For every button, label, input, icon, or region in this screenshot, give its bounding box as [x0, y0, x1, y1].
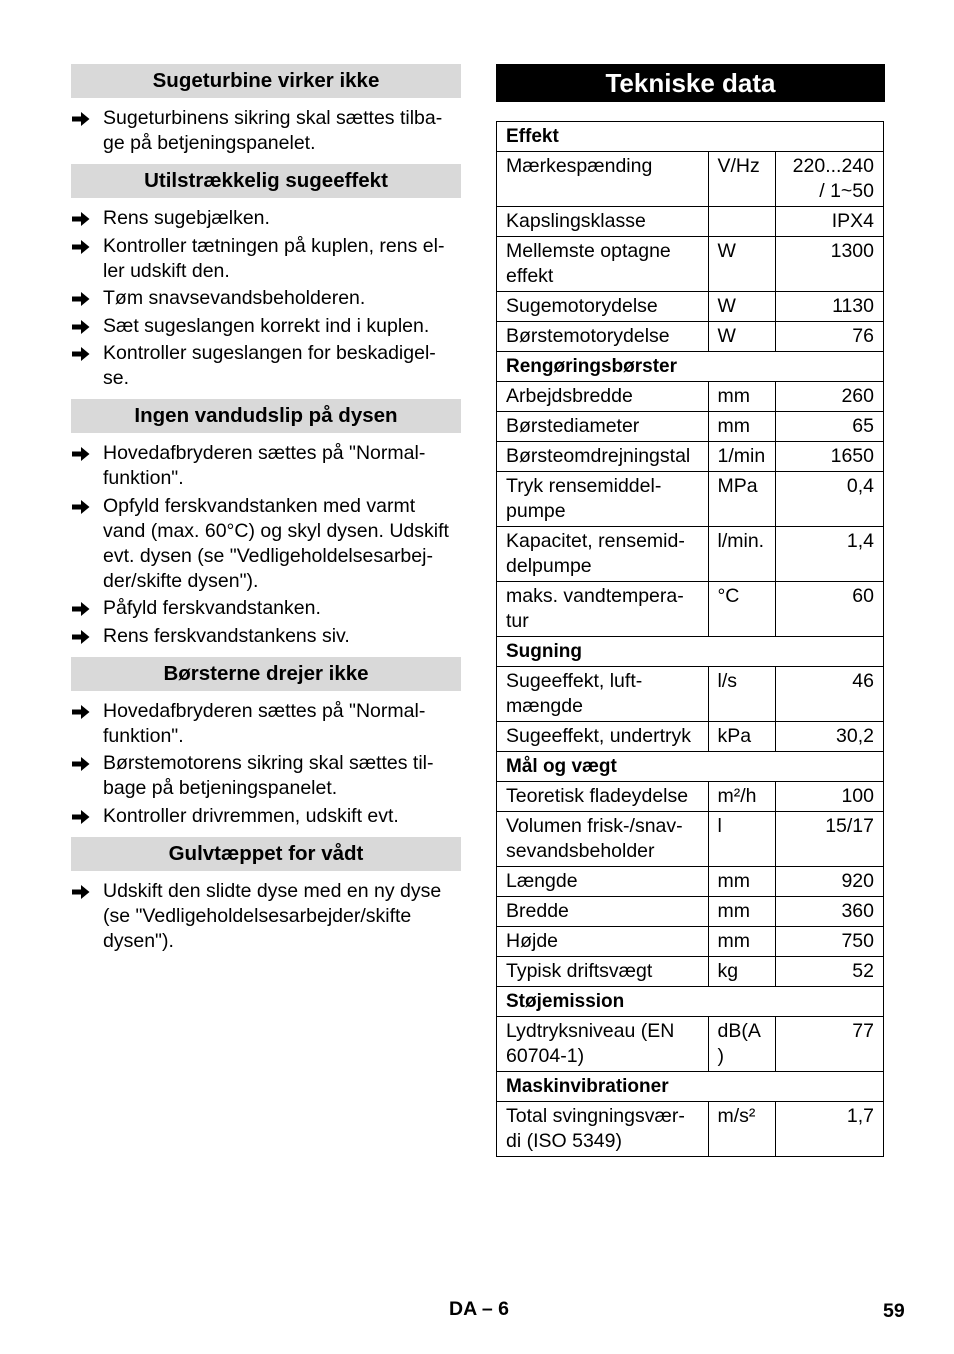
spec-group-title: Sugning: [497, 637, 884, 667]
spec-label: Højde: [497, 927, 709, 957]
spec-unit: W: [708, 292, 776, 322]
spec-row: [497, 957, 884, 987]
instruction-item: [71, 624, 461, 649]
spec-group-row: [497, 1072, 884, 1102]
spec-row: [497, 207, 884, 237]
spec-row: [497, 472, 884, 527]
instruction-text: Tøm snavsevandsbeholderen.: [103, 287, 366, 309]
arrow-right-icon: [72, 756, 90, 772]
spec-value: 1300: [776, 237, 884, 292]
spec-label: Arbejdsbredde: [497, 382, 709, 412]
spec-label: Børstemotorydelse: [497, 322, 709, 352]
section-heading: Børsterne drejer ikke: [71, 657, 461, 691]
spec-unit: [708, 207, 776, 237]
spec-value: 60: [776, 582, 884, 637]
spec-unit: m²/h: [708, 782, 776, 812]
arrow-right-icon: [72, 446, 90, 462]
spec-group-title: Rengøringsbørster: [497, 352, 884, 382]
section-heading: Sugeturbine virker ikke: [71, 64, 461, 98]
spec-row: [497, 412, 884, 442]
spec-row: [497, 812, 884, 867]
tech-data-title: Tekniske data: [496, 64, 885, 102]
instruction-list: [71, 441, 461, 649]
spec-row: [497, 292, 884, 322]
spec-row: [497, 867, 884, 897]
instruction-item: [71, 596, 461, 621]
spec-unit: W: [708, 237, 776, 292]
spec-value: 0,4: [776, 472, 884, 527]
spec-row: [497, 527, 884, 582]
instruction-item: [71, 441, 461, 491]
instruction-item: [71, 879, 461, 954]
spec-value: 360: [776, 897, 884, 927]
arrow-right-icon: [72, 499, 90, 515]
spec-value: 52: [776, 957, 884, 987]
spec-value: 1,4: [776, 527, 884, 582]
spec-row: [497, 897, 884, 927]
section-heading: Gulvtæppet for vådt: [71, 837, 461, 871]
instruction-list: [71, 206, 461, 391]
spec-row: [497, 782, 884, 812]
spec-unit: m/s²: [708, 1102, 776, 1157]
instruction-item: [71, 699, 461, 749]
instruction-text: Udskift den slidte dyse med en ny dyse (se "Vedligeholdelsesarbejder/skifte dysen").: [103, 879, 442, 952]
spec-row: [497, 152, 884, 207]
spec-unit: °C: [708, 582, 776, 637]
instruction-text: Sæt sugeslangen korrekt ind i kuplen.: [103, 314, 430, 337]
spec-value: 15/17: [776, 812, 884, 867]
spec-label: Sugeeffekt, undertryk: [497, 722, 709, 752]
spec-value: 750: [776, 927, 884, 957]
instruction-text: Kontroller sugeslangen for beskadigel- se.: [103, 342, 436, 389]
instruction-item: [71, 751, 461, 801]
spec-row: [497, 927, 884, 957]
section-heading: Ingen vandudslip på dysen: [71, 399, 461, 433]
spec-value: 30,2: [776, 722, 884, 752]
spec-label: Bredde: [497, 897, 709, 927]
instruction-text: Kontroller tætningen på kuplen, rens el- ler udskift den.: [103, 234, 445, 282]
arrow-right-icon: [72, 319, 90, 335]
spec-group-row: [497, 352, 884, 382]
tech-data-column: [496, 64, 885, 1152]
spec-group-title: Mål og vægt: [497, 752, 884, 782]
instruction-list: [71, 699, 461, 829]
arrow-right-icon: [72, 111, 90, 127]
instruction-text: Rens sugebjælken.: [103, 207, 270, 229]
spec-unit: dB(A ): [708, 1017, 776, 1072]
spec-row: [497, 237, 884, 292]
section-heading: Utilstrækkelig sugeeffekt: [71, 164, 461, 198]
instruction-text: Hovedafbryderen sættes på "Normal- funktion".: [103, 699, 426, 747]
spec-label: Mellemste optagne effekt: [497, 237, 709, 292]
spec-value: 1,7: [776, 1102, 884, 1157]
arrow-right-icon: [72, 291, 90, 307]
spec-unit: mm: [708, 867, 776, 897]
spec-value: IPX4: [776, 207, 884, 237]
spec-unit: mm: [708, 382, 776, 412]
spec-unit: kPa: [708, 722, 776, 752]
tech-data-table: [496, 121, 884, 1157]
instruction-text: Påfyld ferskvandstanken.: [103, 597, 321, 619]
arrow-right-icon: [72, 704, 90, 720]
spec-label: Børstediameter: [497, 412, 709, 442]
footer-section-code: DA – 6: [449, 1298, 509, 1320]
spec-label: Mærkespænding: [497, 152, 709, 207]
spec-unit: mm: [708, 897, 776, 927]
spec-label: Børsteomdrejningstal: [497, 442, 709, 472]
spec-label: Sugemotorydelse: [497, 292, 709, 322]
spec-value: 260: [776, 382, 884, 412]
spec-row: [497, 322, 884, 352]
spec-group-row: [497, 752, 884, 782]
spec-value: 920: [776, 867, 884, 897]
spec-row: [497, 1102, 884, 1157]
spec-unit: l: [708, 812, 776, 867]
arrow-right-icon: [72, 601, 90, 617]
spec-label: Total svingningsvær- di (ISO 5349): [497, 1102, 709, 1157]
spec-group-row: [497, 637, 884, 667]
instruction-text: Kontroller drivremmen, udskift evt.: [103, 804, 399, 827]
spec-value: 46: [776, 667, 884, 722]
instruction-list: [71, 106, 461, 156]
spec-group-row: [497, 122, 884, 152]
instruction-item: [71, 494, 461, 594]
instruction-text: Hovedafbryderen sættes på "Normal- funktion".: [103, 442, 426, 489]
spec-row: [497, 442, 884, 472]
arrow-right-icon: [72, 239, 90, 255]
spec-value: 100: [776, 782, 884, 812]
spec-label: Sugeeffekt, luft- mængde: [497, 667, 709, 722]
instruction-item: [71, 206, 461, 231]
instruction-item: [71, 234, 461, 284]
instruction-item: [71, 286, 461, 311]
spec-row: [497, 1017, 884, 1072]
spec-label: Lydtryksniveau (EN 60704-1): [497, 1017, 709, 1072]
spec-unit: V/Hz: [708, 152, 776, 207]
spec-label: Tryk rensemiddel- pumpe: [497, 472, 709, 527]
spec-row: [497, 382, 884, 412]
spec-unit: l/s: [708, 667, 776, 722]
instruction-text: Børstemotorens sikring skal sættes til- bage på betjeningspanelet.: [103, 752, 434, 799]
spec-label: Længde: [497, 867, 709, 897]
spec-value: 1650: [776, 442, 884, 472]
spec-unit: MPa: [708, 472, 776, 527]
instruction-text: Rens ferskvandstankens siv.: [103, 624, 350, 647]
arrow-right-icon: [72, 629, 90, 645]
spec-unit: l/min.: [708, 527, 776, 582]
spec-group-title: Støjemission: [497, 987, 884, 1017]
spec-unit: kg: [708, 957, 776, 987]
instruction-list: [71, 879, 461, 954]
spec-label: Kapacitet, rensemid- delpumpe: [497, 527, 709, 582]
spec-unit: 1/min: [708, 442, 776, 472]
spec-unit: mm: [708, 927, 776, 957]
spec-value: 77: [776, 1017, 884, 1072]
spec-group-title: Effekt: [497, 122, 884, 152]
instruction-text: Sugeturbinens sikring skal sættes tilba- ge på betjeningspanelet.: [103, 107, 443, 154]
spec-label: maks. vandtempera- tur: [497, 582, 709, 637]
spec-row: [497, 722, 884, 752]
spec-label: Typisk driftsvægt: [497, 957, 709, 987]
spec-label: Kapslingsklasse: [497, 207, 709, 237]
arrow-right-icon: [72, 211, 90, 227]
instruction-item: [71, 314, 461, 339]
arrow-right-icon: [72, 346, 90, 362]
spec-label: Teoretisk fladeydelse: [497, 782, 709, 812]
spec-group-title: Maskinvibrationer: [497, 1072, 884, 1102]
spec-unit: mm: [708, 412, 776, 442]
arrow-right-icon: [72, 809, 90, 825]
spec-row: [497, 667, 884, 722]
instruction-item: [71, 341, 461, 391]
spec-value: 65: [776, 412, 884, 442]
spec-value: 220...240 / 1~50: [776, 152, 884, 207]
spec-value: 1130: [776, 292, 884, 322]
spec-unit: W: [708, 322, 776, 352]
instruction-text: Opfyld ferskvandstanken med varmt vand (max. 60°C) og skyl dysen. Udskift evt. dysen (se "Vedligeholdelsesarbej- der/skifte dysen").: [103, 494, 449, 592]
troubleshooting-column: [71, 64, 461, 962]
footer-page-number: 59: [883, 1300, 905, 1322]
spec-group-row: [497, 987, 884, 1017]
arrow-right-icon: [72, 884, 90, 900]
spec-label: Volumen frisk-/snav- sevandsbeholder: [497, 812, 709, 867]
instruction-item: [71, 804, 461, 829]
spec-value: 76: [776, 322, 884, 352]
spec-row: [497, 582, 884, 637]
instruction-item: [71, 106, 461, 156]
